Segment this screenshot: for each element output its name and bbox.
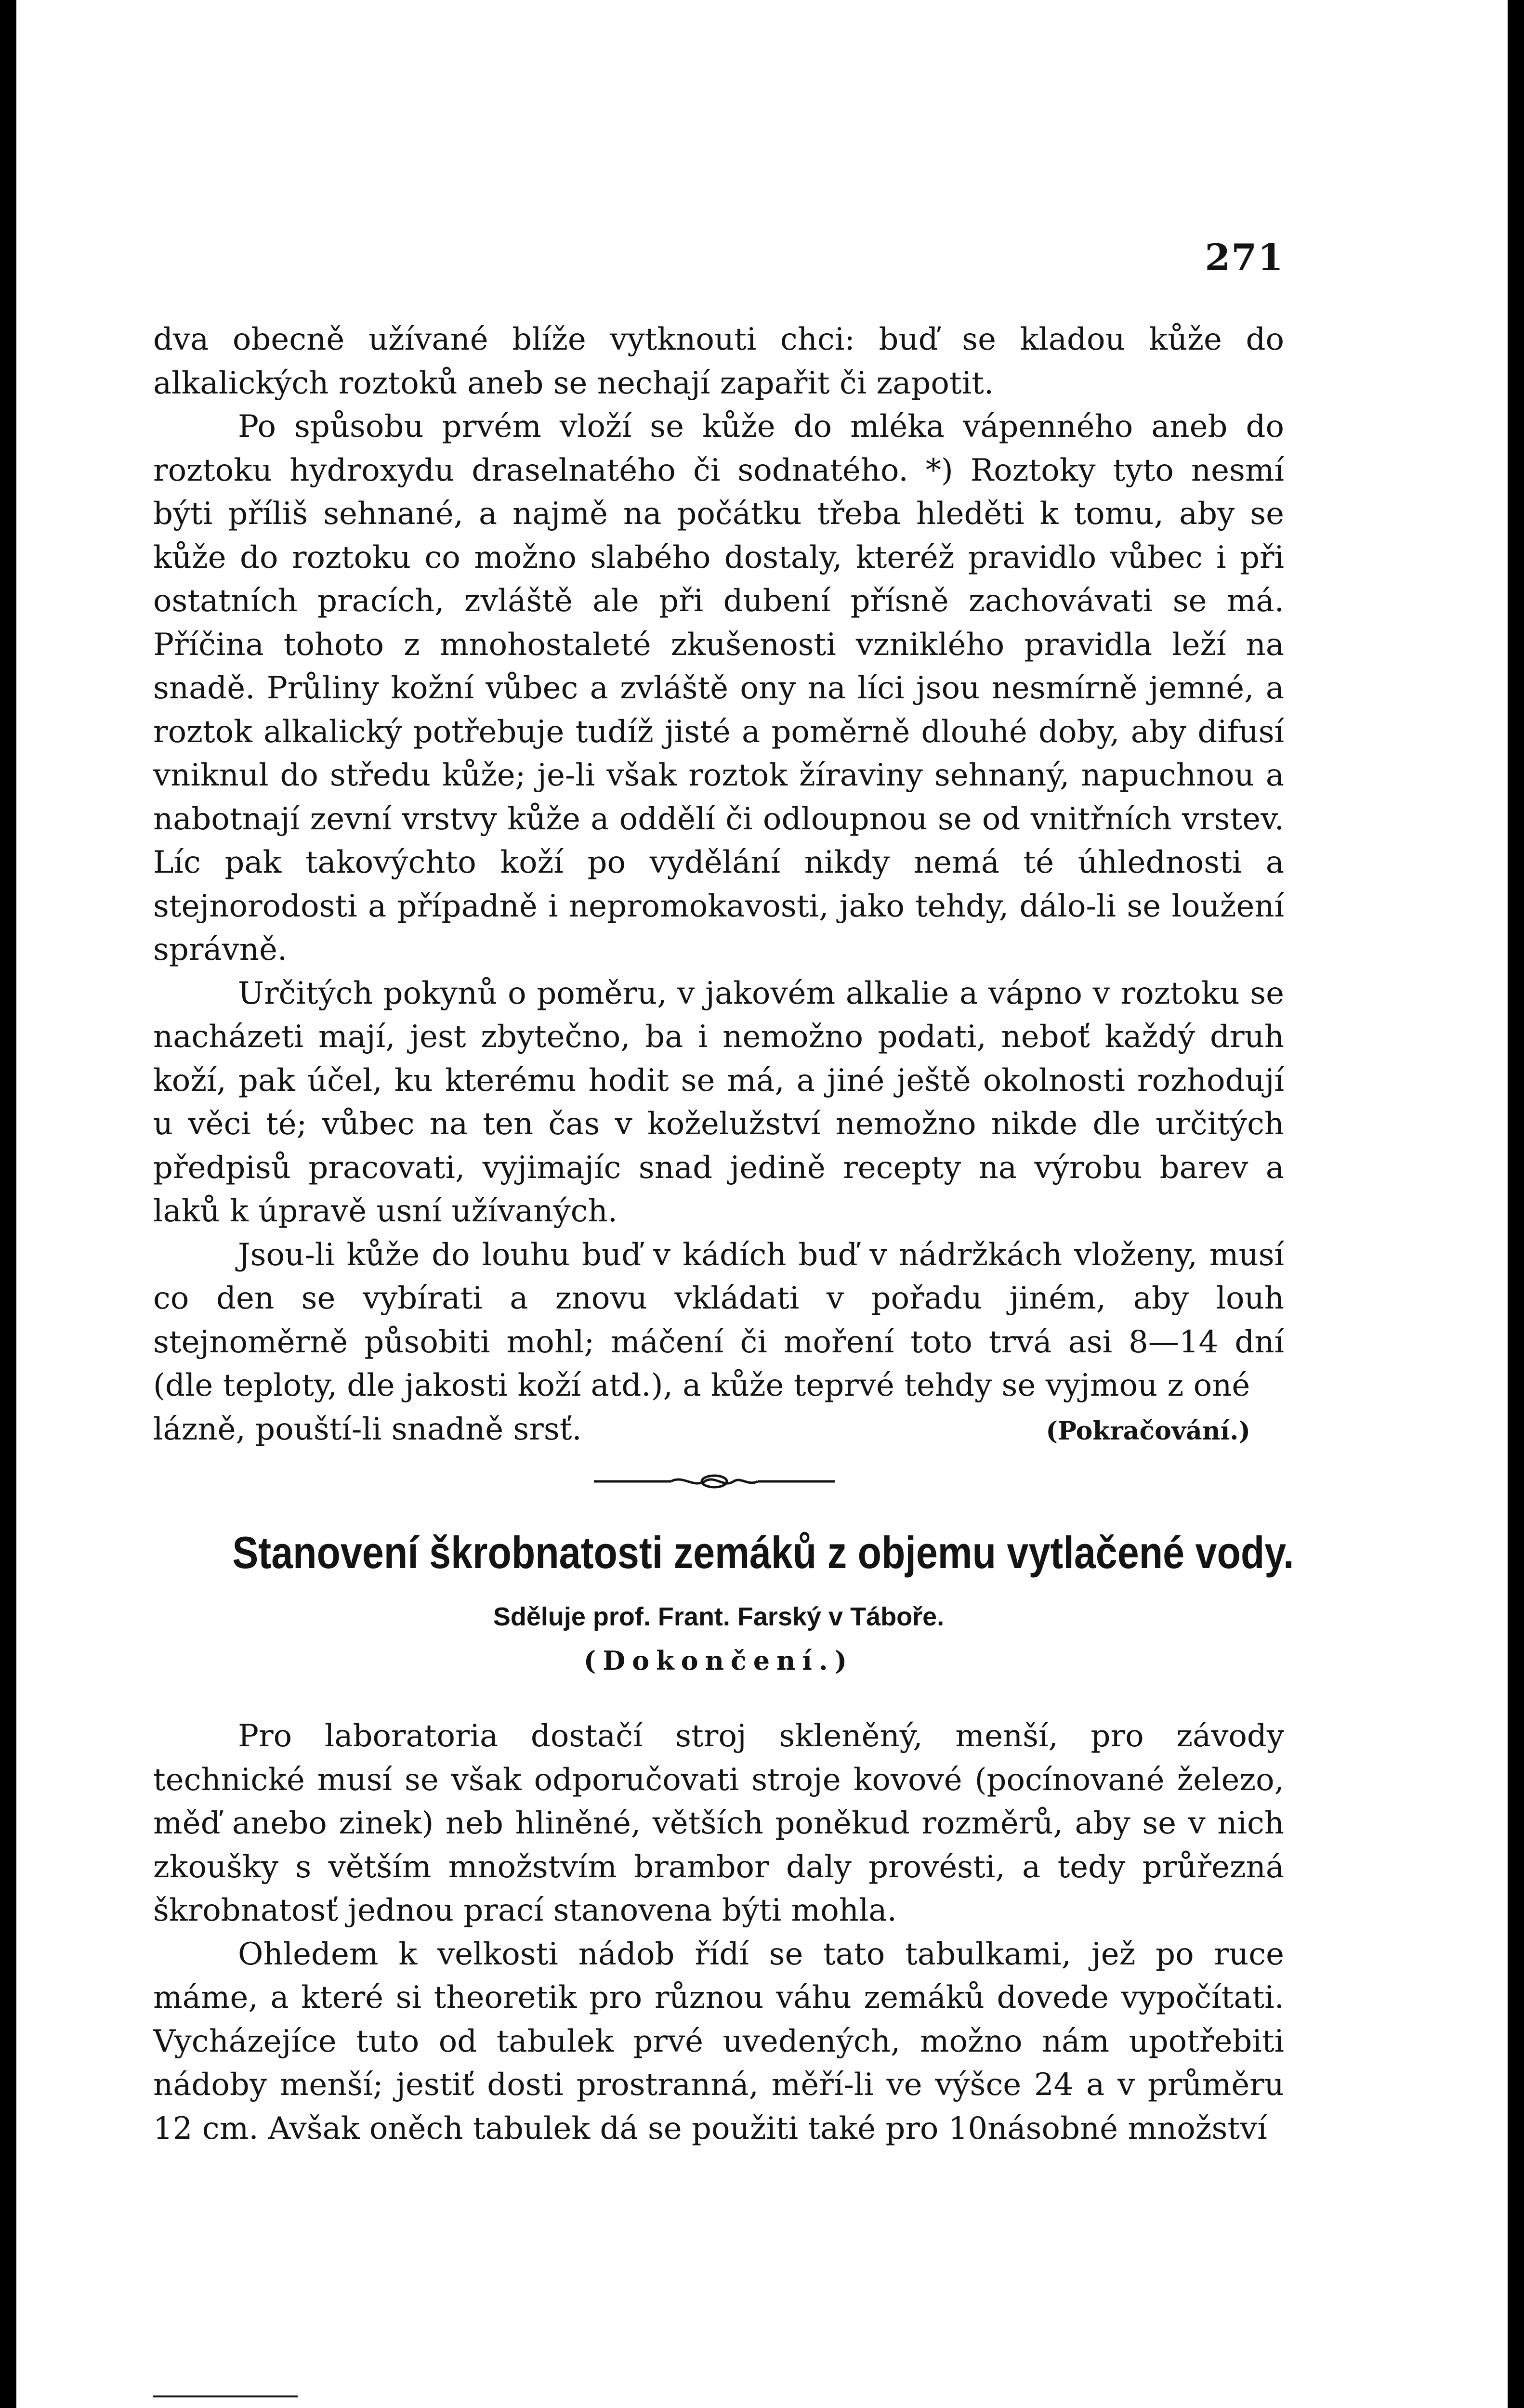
page-number: 271	[1205, 236, 1284, 279]
paragraph: Určitých pokynů o poměru, v jakovém alkalie a vápno v roztoku se nacházeti mají, jest zbytečno, ba i nemožno podati, neboť každý druh koží, pak účel, ku kterému hodit se má, a jiné ještě okolnosti rozhodují u věci té; vůbec na ten čas v koželužství nemožno nikde dle určitých předpisů pracovati, vyjimajíc snad jedině recepty na výrobu barev a laků k úpravě usní užívaných.	[153, 975, 1284, 1229]
scan-edge-right	[1508, 0, 1524, 2408]
article-title: Stanovení škrobnatosti zemáků z objemu vytlačené vody.	[232, 1527, 1294, 1578]
paragraph: Po spůsobu prvém vloží se kůže do mléka vápenného aneb do roztoku hydroxydu draselnatého či sodnatého. *) Roztoky tyto nesmí býti příliš sehnané, a najmě na počátku třeba hleděti k tomu, aby se kůže do roztoku co možno slabého dostaly, kteréž pravidlo vůbec i při ostatních pracích, zvláště ale při dubení přísně zachovávati se má. Příčina tohoto z mnohostaleté zkušenosti vzniklého pravidla leží na snadě. Průliny kožní vůbec a zvláště ony na líci jsou nesmírně jemné, a roztok alkalický potřebuje tudíž jisté a poměrně dlouhé doby, aby difusí vniknul do středu kůže; je-li však roztok žíraviny sehnaný, napuchnou a nabotnají zevní vrstvy kůže a oddělí či odloupnou se od vnitřních vrstev. Líc pak takovýchto koží po vydělání nikdy nemá té úhlednosti a stejnorodosti a případně i nepromokavosti, jako tehdy, dálo-li se loužení správně.	[153, 409, 1284, 968]
article-body	[153, 1714, 1284, 2150]
continued-note: (Pokračování.)	[1046, 1416, 1250, 1446]
ornamental-divider	[594, 1472, 835, 1491]
continued-section	[153, 318, 1284, 1453]
last-line: lázně, pouští-li snadně srsť.	[153, 1411, 582, 1447]
conclusion-note: (Dokončení.)	[583, 1645, 854, 1676]
paragraph-end-line	[153, 1408, 1284, 1453]
paragraph: dva obecně užívané blíže vytknouti chci: buď se kladou kůže do alkalických roztoků aneb se nechají zapařit či zapotit.	[153, 322, 1284, 401]
paragraph: Ohledem k velkosti nádob řídí se tato tabulkami, jež po ruce máme, a které si theoretik pro různou váhu zemáků dovede vypočítati. Vycházejíce tuto od tabulek prvé uvedených, možno nám upotřebiti nádoby menší; jestiť dosti prostranná, měří-li ve výšce 24 a v průměru 12 cm. Avšak oněch tabulek dá se použiti také pro 10násobné množství	[153, 1936, 1284, 2146]
author-byline: Sděluje prof. Frant. Farský v Táboře.	[493, 1602, 945, 1631]
paragraph: Jsou-li kůže do louhu buď v kádích buď v nádržkách vloženy, musí co den se vybírati a znovu vkládati v pořadu jiném, aby louh stejnoměrně působiti mohl; máčení či moření toto trvá asi 8—14 dní (dle teploty, dle jakosti koží atd.), a kůže teprvé tehdy se vyjmou z oné	[153, 1237, 1284, 1403]
footnote-rule	[153, 2395, 298, 2397]
scan-edge-left	[0, 0, 16, 2408]
paragraph: Pro laboratoria dostačí stroj skleněný, menší, pro závody technické musí se však odporučovati stroje kovové (pocínované železo, měď anebo zinek) neb hliněné, větších poněkud rozměrů, aby se v nich zkoušky s větším množstvím brambor daly provésti, a tedy průřezná škrobnatosť jednou prací stanovena býti mohla.	[153, 1718, 1284, 1928]
